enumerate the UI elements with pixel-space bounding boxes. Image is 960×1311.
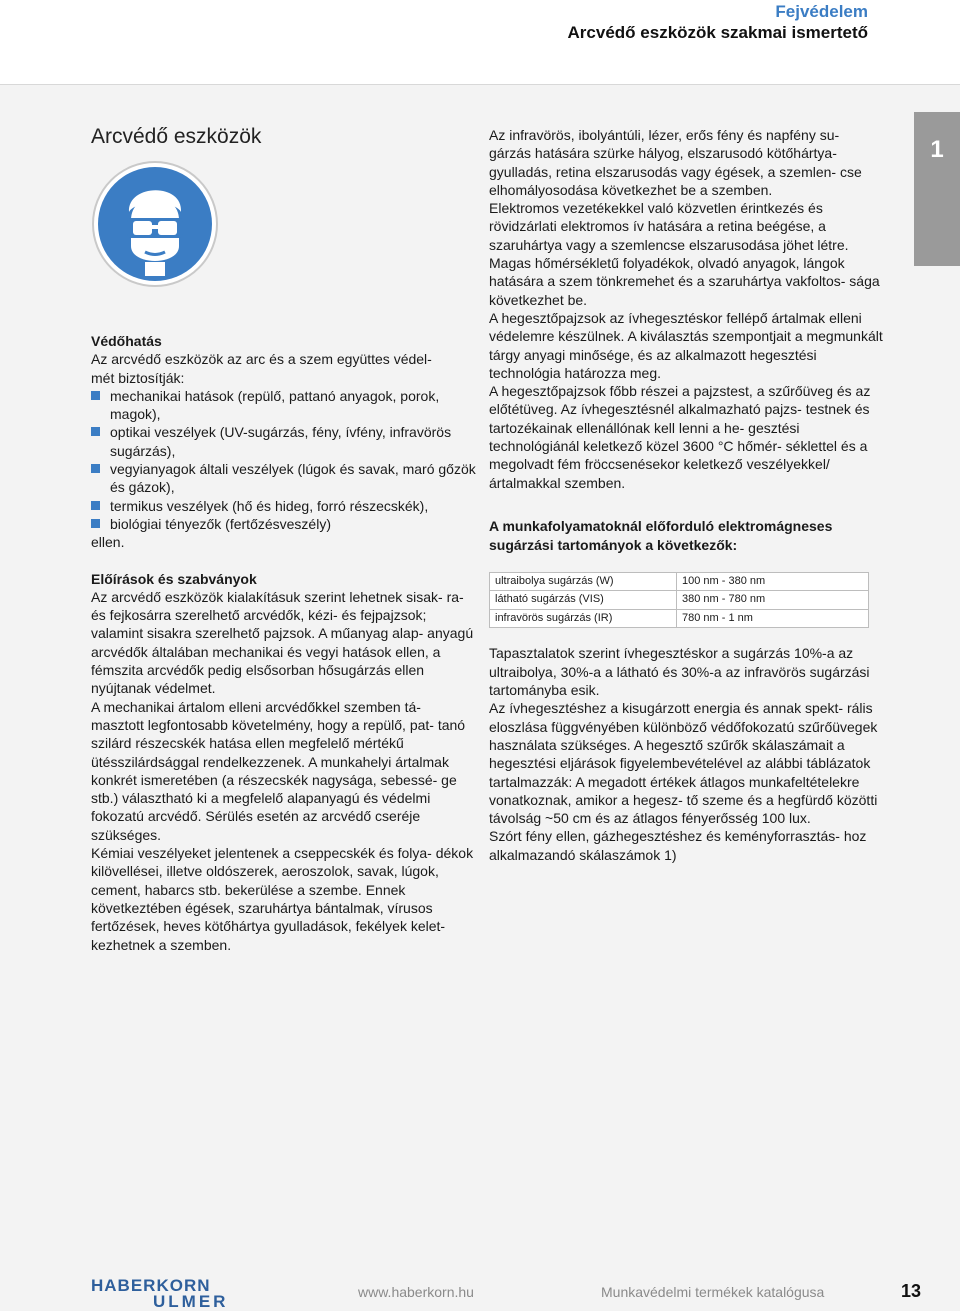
eloirasok-paragraph-1: Az arcvédő eszközök kialakításuk szerint lehetnek sisak- ra- és fejkosárra szerelhető arcvédők, kézi- és fejpajzsok; valamint sisakra szerelhető pajzsok. A műanyag alap- anyagú arcvédők általában mechanikai és vegyi hatások ellen, a fémszita arcvédők pedig elsősorban hősugárzás ellen nyújtanak védelmet. bbox=[91, 588, 474, 697]
right-paragraph-6: Tapasztalatok szerint ívhegesztéskor a sugárzás 10%-a az ultraibolya, 30%-a a látható és 30%-a az infravörös sugárzási tartományba esik. bbox=[489, 645, 870, 699]
hazard-list bbox=[91, 387, 476, 533]
bullet-square-icon bbox=[91, 427, 100, 436]
list-item: optikai veszélyek (UV-sugárzás, fény, ívfény, infravörös sugárzás), bbox=[91, 423, 476, 460]
bullet-square-icon bbox=[91, 464, 100, 473]
table-cell-range: 780 nm - 1 nm bbox=[677, 609, 869, 628]
right-paragraph-7: Az ívhegesztéshez a kisugárzott energia és annak spekt- rális eloszlása függvényében különböző védőfokozatú szűrőüvegek használata szükséges. A hegesztő szűrők skálaszámait a hegesztési eljárások figyelembevételével az alábbi táblázatok tartalmazzák: A megadott értékek átlagos munkafeltételekre vonatkoznak, amikor a hegesz- tő szeme és a hegfürdő közötti távolság ~50 cm és az átlagos fényerősség 100 lux. bbox=[489, 700, 878, 827]
table-cell-name: látható sugárzás (VIS) bbox=[490, 591, 677, 610]
right-paragraph-3: Magas hőmérsékletű folyadékok, olvadó anyagok, lángok hatására a szem tönkremehet és a szaruhártya vakfoltos- sága következhet be. bbox=[489, 255, 880, 308]
chapter-tab bbox=[914, 112, 960, 266]
right-paragraph-2: Elektromos vezetékekkel való közvetlen érintkezés és rövidzárlati elektromos ív hatására a retina beégése, a szaruhártya vagy a szemlencse elszarusodása jöhet létre. bbox=[489, 200, 849, 253]
right-paragraph-1: Az infravörös, ibolyántúli, lézer, erős fény és napfény su- gárzás hatására szürke hályog, elszarusodó kötőhártya- gyulladás, retina elszarusodás vagy égések, a szemlen- cse elhomályosodása következhet be a szemben. bbox=[489, 127, 862, 198]
left-column bbox=[91, 126, 476, 954]
table-cell-name: infravörös sugárzás (IR) bbox=[490, 609, 677, 628]
table-row bbox=[490, 572, 869, 591]
em-radiation-title: A munkafolyamatoknál előforduló elektromágneses sugárzási tartományok a következők: bbox=[489, 517, 833, 553]
heading-eloirasok: Előírások és szabványok bbox=[91, 570, 257, 587]
list-item: mechanikai hatások (repülő, pattanó anyagok, porok, magok), bbox=[91, 387, 476, 424]
footer-url-link[interactable]: www.haberkorn.hu bbox=[358, 1284, 474, 1300]
list-item: vegyianyagok általi veszélyek (lúgok és savak, maró gőzök és gázok), bbox=[91, 460, 476, 497]
table-cell-range: 380 nm - 780 nm bbox=[677, 591, 869, 610]
table-row bbox=[490, 609, 869, 628]
right-paragraph-4: A hegesztőpajzsok az ívhegesztéskor fellépő ártalmak elleni védelemre készülnek. A kiválasztás szempontjait a megmunkált tárgy anyagi minősége, és az alkalmazott hegesztési technológia határozza meg. bbox=[489, 309, 883, 381]
right-paragraph-8: Szórt fény ellen, gázhegesztéshez és keményforrasztás- hoz alkalmazandó skálaszámok 1) bbox=[489, 828, 867, 863]
list-item: termikus veszélyek (hő és hideg, forró részecskék), bbox=[91, 497, 476, 515]
heading-vedohatas: Védőhatás bbox=[91, 333, 162, 349]
eloirasok-paragraph-2: A mechanikai ártalom elleni arcvédőkkel szemben tá- masztott legfontosabb követelmény, hogy a repülő, pat- tanó szilárd részecskék hatása ellen megfelelő mértékű ütésszilárdsággal rendelkezzenek. A munkahelyi ártalmak konkrét ismeretében (a részecskék nagysága, sebessé- ge stb.) választható ki a megfelelő alapanyagú és védelmi fokozatú arcvédő. Sérülés esetén az arcvédő cseréje szükséges. bbox=[91, 698, 466, 843]
bullet-square-icon bbox=[91, 501, 100, 510]
table-cell-name: ultraibolya sugárzás (W) bbox=[490, 572, 677, 591]
eloirasok-paragraph-3: Kémiai veszélyeket jelentenek a cseppecskék és folya- dékok kilövellései, illetve oldószerek, aeroszolok, savak, lúgok, cement, habarcs stb. bekerülése a szembe. Ennek következtében égések, szaruhártya bántalmak, vírusos fertőzések, heves kötőhártya gyulladások, fekélyek kelet- kezhetnek a szemben. bbox=[91, 845, 474, 953]
page-number: 13 bbox=[901, 1281, 922, 1301]
radiation-range-table bbox=[489, 572, 869, 629]
header-category: Fejvédelem bbox=[775, 2, 868, 21]
vedohatas-intro: Az arcvédő eszközök az arc és a szem együttes védel- mét biztosítják: bbox=[91, 351, 432, 386]
bullet-square-icon bbox=[91, 519, 100, 528]
page-header bbox=[0, 0, 960, 85]
chapter-number: 1 bbox=[930, 136, 944, 163]
vedohatas-after: ellen. bbox=[91, 534, 125, 551]
table-cell-range: 100 nm - 380 nm bbox=[677, 572, 869, 591]
table-row bbox=[490, 591, 869, 610]
haberkorn-logo bbox=[91, 1278, 228, 1310]
section-title: Arcvédő eszközök bbox=[91, 125, 262, 148]
header-title: Arcvédő eszközök szakmai ismertető bbox=[567, 23, 868, 42]
right-paragraph-5: A hegesztőpajzsok főbb részei a pajzstest, a szűrőüveg és az előtétüveg. Az ívhegesztésnél alkalmazható pajzs- testnek és tartozékainak ellenállónak kell lenni a he- gesztési technológiánál keletkező közel 3600 °C hőmér- séklettel és a megolvadt fém fröccsenésekor keletkező veszélyekkel/ártalmakkal szemben. bbox=[489, 383, 871, 491]
face-protection-sign-icon bbox=[91, 160, 219, 288]
bullet-square-icon bbox=[91, 391, 100, 400]
logo-line-2: ULMER bbox=[153, 1292, 229, 1311]
logo-line-1: HABERKORN bbox=[91, 1276, 211, 1295]
right-column bbox=[489, 126, 883, 864]
footer-catalog-title: Munkavédelmi termékek katalógusa bbox=[601, 1284, 825, 1300]
list-item: biológiai tényezők (fertőzésveszély) bbox=[91, 515, 476, 533]
